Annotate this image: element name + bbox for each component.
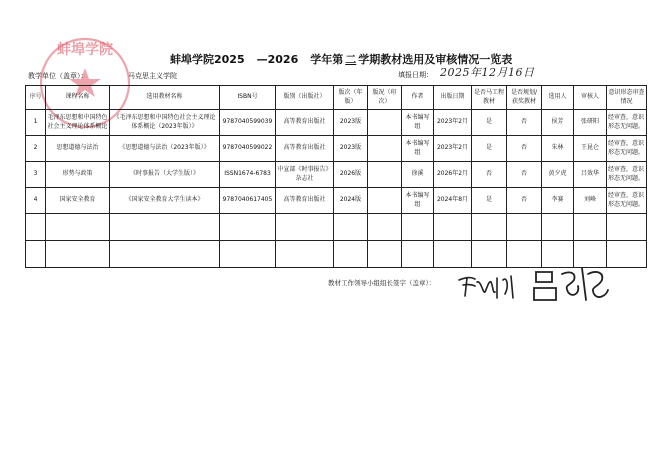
cell-isbn: ISSN1674-6783 [220,162,276,188]
cell-isbn: 9787040599022 [220,136,276,162]
cell-planned: 否 [507,110,542,136]
cell-edition: 2023版 [334,136,368,162]
table-row [26,162,647,188]
col-header: 作者 [402,86,434,110]
cell-mgc: 是 [472,136,507,162]
cell-planned: 否 [507,188,542,214]
col-header: 出版日期 [434,86,472,110]
cell-date: 2026年2月 [434,162,472,188]
cell-date: 2023年2月 [434,136,472,162]
cell-selector: 李赛 [542,188,574,214]
cell-publisher: 中宣部《时事报告》杂志社 [276,162,334,188]
col-header: 版次（年版） [334,86,368,110]
cell-planned: 否 [507,136,542,162]
cell-review: 经审查，意识形态无问题。 [607,136,647,162]
col-header: 选用教材名称 [110,86,220,110]
cell-course: 形势与政策 [46,162,110,188]
cell-no: 4 [26,188,46,214]
cell-isbn: 9787040599039 [220,110,276,136]
cell-edition: 2024版 [334,188,368,214]
cell-printing [368,136,402,162]
col-header: 是否马工程教材 [472,86,507,110]
cell-publisher: 高等教育出版社 [276,188,334,214]
cell-printing [368,188,402,214]
col-header: ISBN号 [220,86,276,110]
cell-no: 3 [26,162,46,188]
cell-author: 本书编写组 [402,110,434,136]
col-header: 序号 [26,86,46,110]
cell-planned: 否 [507,162,542,188]
unit-label: 教学单位（盖章）： [28,72,88,80]
cell-edition: 2023版 [334,110,368,136]
col-header: 选用人 [542,86,574,110]
cell-printing [368,162,402,188]
cell-isbn: 9787040617405 [220,188,276,214]
cell-author: 徐溪 [402,162,434,188]
cell-author: 本书编写组 [402,188,434,214]
cell-course: 毛泽东思想和中国特色社会主义理论体系概论 [46,110,110,136]
table-header-row [26,86,647,110]
cell-mgc: 否 [472,162,507,188]
cell-publisher: 高等教育出版社 [276,110,334,136]
col-header: 版况（印次） [368,86,402,110]
cell-mgc: 是 [472,110,507,136]
textbook-table [25,85,647,268]
handwritten-signature-1 [455,270,525,300]
cell-review: 经审查，意识形态无问题。 [607,188,647,214]
cell-book: 《毛泽东思想和中国特色社会主义理论体系概论（2023年版）》 [110,110,220,136]
fill-date [398,66,535,80]
cell-book: 《国家安全教育大学生读本》 [110,188,220,214]
signature-label: 教材工作领导小组组长签字（盖章）： [328,279,436,287]
table-row [26,110,647,136]
col-header: 是否规划/获奖教材 [507,86,542,110]
cell-printing [368,110,402,136]
cell-reviewer: 张研阳 [574,110,607,136]
cell-book: 《思想道德与法治（2023年版）》 [110,136,220,162]
cell-reviewer: 王昆仑 [574,136,607,162]
cell-no: 2 [26,136,46,162]
table-row [26,136,647,162]
cell-edition: 2026版 [334,162,368,188]
fill-date-label: 填报日期： [398,71,433,79]
col-header: 审核人 [574,86,607,110]
table-row [26,188,647,214]
cell-review: 经审查，意识形态无问题。 [607,162,647,188]
fill-date-handwritten: 2025年12月16日 [440,66,535,79]
svg-text:蚌埠学院: 蚌埠学院 [57,42,113,58]
cell-selector: 黄夕虎 [542,162,574,188]
cell-publisher: 高等教育出版社 [276,136,334,162]
cell-mgc: 是 [472,188,507,214]
col-header: 版别（出版社） [276,86,334,110]
cell-reviewer: 刘峰 [574,188,607,214]
cell-date: 2023年2月 [434,110,472,136]
page-title: 蚌埠学院2025 —2026 学年第 二 学期教材选用及审核情况一览表 [170,53,513,66]
cell-selector: 朱林 [542,136,574,162]
handwritten-signature-2 [532,264,612,306]
table-row-empty [26,214,647,241]
cell-author: 本书编写组 [402,136,434,162]
cell-review: 经审查，意识形态无问题。 [607,110,647,136]
col-header: 课程名称 [46,86,110,110]
cell-course: 国家安全教育 [46,188,110,214]
cell-reviewer: 吕效华 [574,162,607,188]
col-header: 意识形态审查情况 [607,86,647,110]
teaching-unit [28,71,177,81]
cell-book: 《时事报告（大学生版）》 [110,162,220,188]
cell-no: 1 [26,110,46,136]
unit-value: 马克思主义学院 [128,72,177,80]
cell-selector: 侯芳 [542,110,574,136]
cell-date: 2024年8月 [434,188,472,214]
cell-course: 思想道德与法治 [46,136,110,162]
